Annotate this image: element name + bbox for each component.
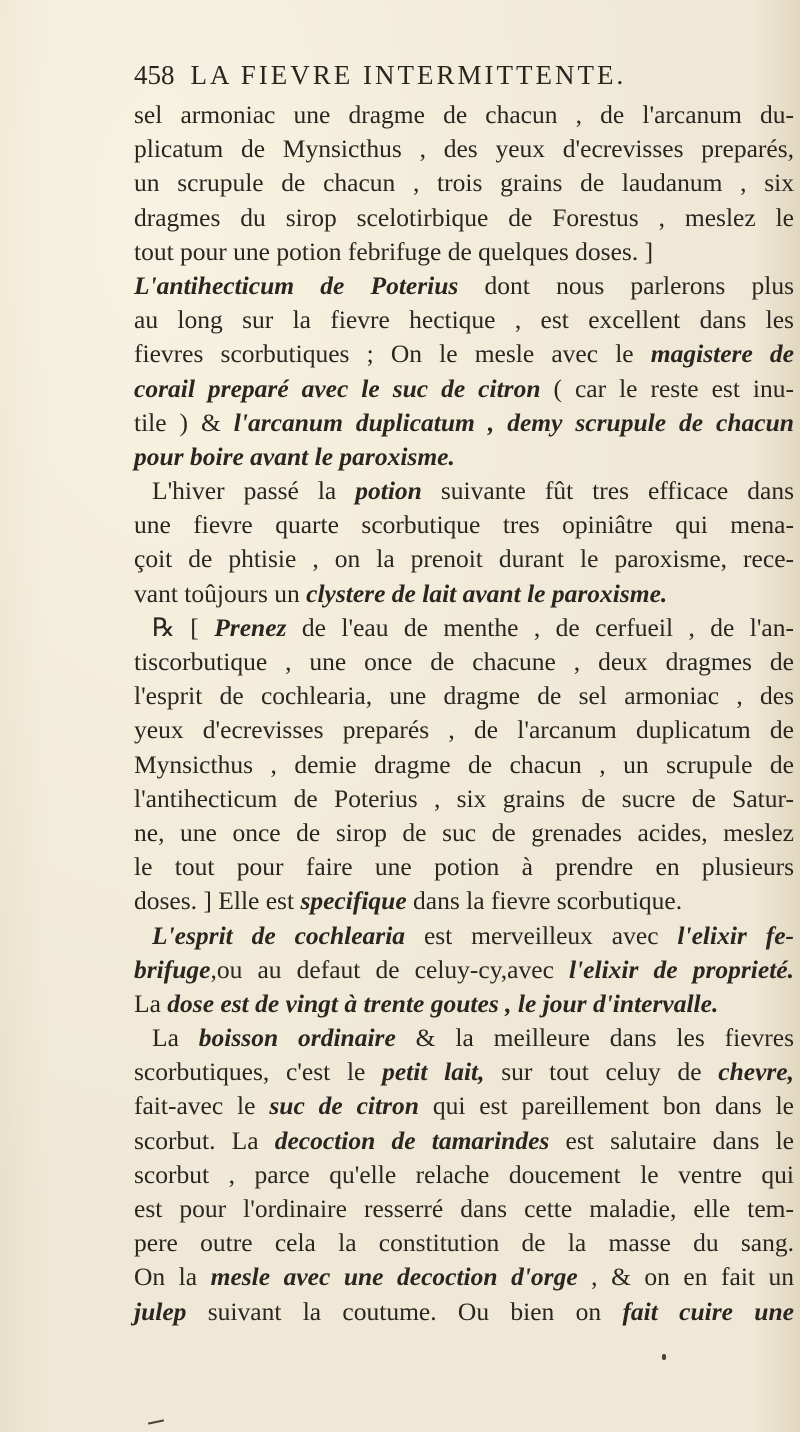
text-span: sel armoniac une dragme de chacun , de l'arcanum du- bbox=[134, 100, 794, 129]
text-line bbox=[134, 1192, 794, 1226]
text-line bbox=[134, 1021, 794, 1055]
italic-span: pour boire avant le paroxisme. bbox=[134, 441, 455, 471]
text-line bbox=[134, 611, 794, 645]
text-line bbox=[134, 201, 794, 235]
page-number: 458 bbox=[134, 60, 175, 90]
italic-span: decoction de tamarindes bbox=[274, 1125, 550, 1155]
text-span: l'esprit de cochlearia, une dragme de sel armoniac , des bbox=[134, 681, 794, 711]
text-line bbox=[134, 98, 794, 132]
text-span: & la meilleure dans les fievres bbox=[395, 1023, 795, 1053]
text-line bbox=[134, 132, 794, 166]
text-line bbox=[134, 987, 794, 1021]
text-line bbox=[134, 406, 794, 440]
text-span: qui est pareillement bon dans le bbox=[418, 1091, 794, 1121]
text-line bbox=[134, 884, 794, 918]
text-span: yeux d'ecrevisses preparés , de l'arcanum duplicatum de bbox=[134, 715, 794, 745]
text-line bbox=[134, 919, 794, 953]
text-span: une fievre quarte scorbutique tres opiniâtre qui mena- bbox=[134, 510, 794, 540]
text-span: est salutaire dans le bbox=[549, 1125, 794, 1155]
text-span: est merveilleux avec bbox=[405, 920, 678, 950]
text-span: tiscorbutique , une once de chacune , deux dragmes de bbox=[134, 647, 794, 676]
text-line bbox=[134, 1158, 794, 1192]
text-span: La bbox=[134, 988, 168, 1018]
italic-span: L'esprit de cochlearia bbox=[152, 920, 406, 950]
italic-span: Prenez bbox=[214, 612, 287, 642]
text-line bbox=[134, 577, 794, 611]
text-span: Mynsicthus , demie dragme de chacun , un scrupule de bbox=[134, 749, 794, 779]
text-span: suivant la coutume. Ou bien on bbox=[186, 1296, 623, 1326]
ink-dash bbox=[148, 1419, 164, 1424]
text-span: scorbut , parce qu'elle relache doucement le ventre qui bbox=[134, 1159, 794, 1189]
text-span: On la bbox=[134, 1262, 211, 1292]
italic-span: dose est de vingt à trente goutes , le jour d'intervalle. bbox=[167, 988, 719, 1018]
text-line bbox=[134, 508, 794, 542]
italic-span: petit lait, bbox=[382, 1057, 485, 1087]
text-line bbox=[134, 235, 794, 269]
italic-span: corail preparé avec le suc de citron bbox=[134, 373, 541, 403]
text-line bbox=[134, 166, 794, 200]
text-line bbox=[134, 1055, 794, 1089]
text-span: dans la fievre scorbutique. bbox=[406, 886, 683, 916]
italic-span: suc de citron bbox=[269, 1091, 419, 1121]
italic-span: boisson ordinaire bbox=[198, 1023, 396, 1053]
text-line bbox=[134, 645, 794, 679]
running-title: LA FIEVRE INTERMITTENTE. bbox=[190, 60, 627, 90]
italic-span: potion bbox=[355, 476, 422, 506]
text-line bbox=[134, 303, 794, 337]
text-span: La bbox=[152, 1023, 199, 1053]
italic-span: l'elixir de proprieté. bbox=[569, 954, 794, 984]
text-span: plicatum de Mynsicthus , des yeux d'ecrevisses preparés, bbox=[134, 134, 794, 164]
text-line bbox=[134, 1226, 794, 1260]
ink-speck bbox=[662, 1354, 666, 1360]
text-span: ,ou au defaut de celuy-cy,avec bbox=[210, 954, 569, 984]
italic-span: chevre, bbox=[718, 1057, 795, 1087]
text-line bbox=[134, 1089, 794, 1123]
text-span: tout pour une potion febrifuge de quelques doses. ] bbox=[134, 236, 654, 266]
text-span: suivante fût tres efficace dans bbox=[421, 476, 794, 506]
text-span: ( car le reste est inu- bbox=[540, 373, 794, 403]
text-line bbox=[134, 372, 794, 406]
text-line bbox=[134, 1295, 794, 1329]
italic-span: magistere de bbox=[650, 339, 794, 369]
text-span: L'hiver passé la bbox=[152, 476, 356, 506]
italic-span: l'arcanum duplicatum , demy scrupule de chacun bbox=[233, 407, 794, 437]
text-span: l'antihecticum de Poterius , six grains de sucre de Satur- bbox=[134, 783, 794, 813]
text-span: de l'eau de menthe , de cerfueil , de l'an- bbox=[286, 612, 794, 642]
text-line bbox=[134, 542, 794, 576]
italic-span: mesle avec une decoction d'orge bbox=[210, 1262, 578, 1292]
text-line bbox=[134, 782, 794, 816]
text-line bbox=[134, 748, 794, 782]
text-span: fievres scorbutiques ; On le mesle avec le bbox=[134, 339, 651, 369]
text-line bbox=[134, 337, 794, 371]
text-span: scorbutiques, c'est le bbox=[134, 1057, 383, 1087]
italic-span: julep bbox=[134, 1296, 187, 1326]
text-line bbox=[134, 1124, 794, 1158]
text-span: dont nous parlerons plus bbox=[458, 270, 794, 300]
text-span: tile ) & bbox=[134, 407, 234, 437]
text-line bbox=[134, 679, 794, 713]
italic-span: l'elixir fe- bbox=[677, 920, 795, 950]
text-span: le tout pour faire une potion à prendre en plusieurs bbox=[134, 852, 794, 882]
text-line bbox=[134, 1260, 794, 1294]
text-span: est pour l'ordinaire resserré dans cette maladie, elle tem- bbox=[134, 1194, 794, 1223]
italic-span: specifique bbox=[300, 886, 407, 916]
text-span: , & on en fait un bbox=[577, 1262, 795, 1292]
text-span: doses. ] Elle est bbox=[134, 886, 301, 916]
text-span: vant toûjours un bbox=[134, 578, 307, 608]
italic-span: clystere de lait avant le paroxisme. bbox=[306, 578, 668, 608]
text-span: ne, une once de sirop de suc de grenades acides, meslez bbox=[134, 817, 794, 847]
italic-span: brifuge bbox=[134, 954, 211, 984]
text-span: scorbut. La bbox=[134, 1125, 275, 1155]
text-line bbox=[134, 713, 794, 747]
text-span: dragmes du sirop scelotirbique de Forestus , meslez le bbox=[134, 202, 794, 232]
running-head bbox=[134, 60, 734, 91]
italic-span: L'antihecticum de Poterius bbox=[134, 270, 459, 300]
text-line bbox=[134, 953, 794, 987]
text-span: au long sur la fievre hectique , est excellent dans les bbox=[134, 305, 794, 335]
text-line bbox=[134, 440, 794, 474]
text-span: fait-avec le bbox=[134, 1091, 270, 1121]
text-line bbox=[134, 269, 794, 303]
text-line bbox=[134, 850, 794, 884]
text-span: ℞ [ bbox=[152, 612, 215, 642]
text-line bbox=[134, 474, 794, 508]
text-line bbox=[134, 816, 794, 850]
text-span: çoit de phtisie , on la prenoit durant le paroxisme, rece- bbox=[134, 544, 794, 574]
body-text bbox=[134, 98, 794, 1329]
italic-span: fait cuire une bbox=[622, 1296, 794, 1326]
text-span: pere outre cela la constitution de la masse du sang. bbox=[134, 1228, 794, 1258]
text-span: sur tout celuy de bbox=[484, 1057, 719, 1087]
text-span: un scrupule de chacun , trois grains de laudanum , six bbox=[134, 168, 794, 198]
